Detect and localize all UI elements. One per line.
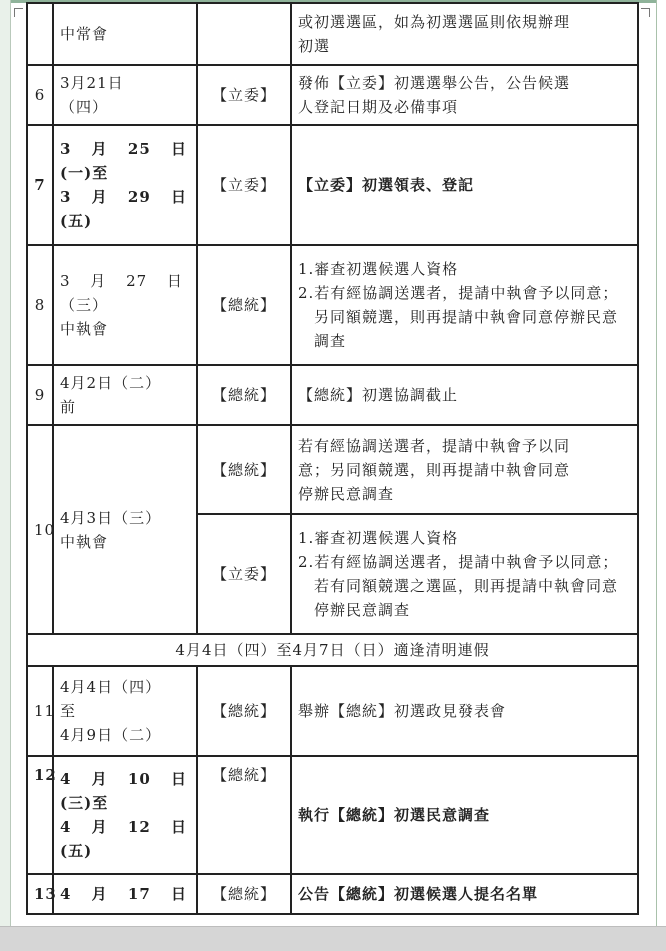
row-number: 8 bbox=[27, 245, 53, 365]
row-description: 發佈【立委】初選選舉公告，公告候選 人登記日期及必備事項 bbox=[291, 65, 638, 125]
table-row bbox=[27, 65, 638, 125]
row-description: 公告【總統】初選候選人提名名單 bbox=[291, 874, 638, 914]
row-description: 舉辦【總統】初選政見發表會 bbox=[291, 666, 638, 756]
table-row bbox=[27, 874, 638, 914]
row-category: 【總統】 bbox=[197, 365, 291, 425]
row-number: 9 bbox=[27, 365, 53, 425]
row-number bbox=[27, 3, 53, 65]
row-number: 13 bbox=[27, 874, 53, 914]
margin-crop-mark-left bbox=[14, 8, 23, 17]
row-category: 【總統】 bbox=[197, 425, 291, 514]
row-description: 【立委】初選領表、登記 bbox=[291, 125, 638, 245]
row-date: 4 月 17 日 bbox=[53, 874, 197, 914]
row-description: 1.審查初選候選人資格 2.若有經協調送選者，提請中執會予以同意；若有同額競選之選區，則再提請中執會同意停辦民意調查 bbox=[291, 514, 638, 634]
row-category: 【總統】 bbox=[197, 666, 291, 756]
row-description: 或初選選區，如為初選選區則依規辦理 初選 bbox=[291, 3, 638, 65]
table-row bbox=[27, 634, 638, 666]
table-row bbox=[27, 425, 638, 514]
table-row bbox=[27, 756, 638, 874]
row-number: 11 bbox=[27, 666, 53, 756]
row-number: 10 bbox=[27, 425, 53, 634]
margin-crop-mark-right bbox=[641, 8, 650, 17]
row-date: 3月21日 （四） bbox=[53, 65, 197, 125]
row-description: 若有經協調送選者，提請中執會予以同 意；另同額競選，則再提請中執會同意 停辦民意調查 bbox=[291, 425, 638, 514]
document-page bbox=[26, 2, 637, 915]
table-row bbox=[27, 365, 638, 425]
row-category: 【總統】 bbox=[197, 874, 291, 914]
row-date: 4月4日（四） 至 4月9日（二） bbox=[53, 666, 197, 756]
row-date: 4 月 10 日 (三)至 4 月 12 日 (五) bbox=[53, 756, 197, 874]
row-category: 【立委】 bbox=[197, 65, 291, 125]
row-description: 執行【總統】初選民意調查 bbox=[291, 756, 638, 874]
viewer-status-bar bbox=[0, 926, 666, 951]
row-number: 12 bbox=[27, 756, 53, 874]
row-category: 【立委】 bbox=[197, 125, 291, 245]
table-row bbox=[27, 3, 638, 65]
row-description: 1.審查初選候選人資格 2.若有經協調送選者，提請中執會予以同意；另同額競選，則再提請中執會同意停辦民意調查 bbox=[291, 245, 638, 365]
row-category: 【總統】 bbox=[197, 245, 291, 365]
table-row bbox=[27, 125, 638, 245]
row-date: 4月3日（三） 中執會 bbox=[53, 425, 197, 634]
table-row bbox=[27, 245, 638, 365]
row-category: 【總統】 bbox=[197, 756, 291, 874]
schedule-table bbox=[26, 2, 639, 915]
row-category: 【立委】 bbox=[197, 514, 291, 634]
table-row bbox=[27, 666, 638, 756]
row-date: 中常會 bbox=[53, 3, 197, 65]
row-date: 3 月 27 日 （三） 中執會 bbox=[53, 245, 197, 365]
row-category bbox=[197, 3, 291, 65]
row-number: 6 bbox=[27, 65, 53, 125]
row-date: 4月2日（二） 前 bbox=[53, 365, 197, 425]
page-right-margin bbox=[656, 0, 666, 926]
row-number: 7 bbox=[27, 125, 53, 245]
row-description: 【總統】初選協調截止 bbox=[291, 365, 638, 425]
holiday-notice: 4月4日（四）至4月7日（日）適逢清明連假 bbox=[27, 634, 638, 666]
page-left-margin bbox=[0, 0, 11, 926]
row-date: 3 月 25 日 (一)至 3 月 29 日 (五) bbox=[53, 125, 197, 245]
